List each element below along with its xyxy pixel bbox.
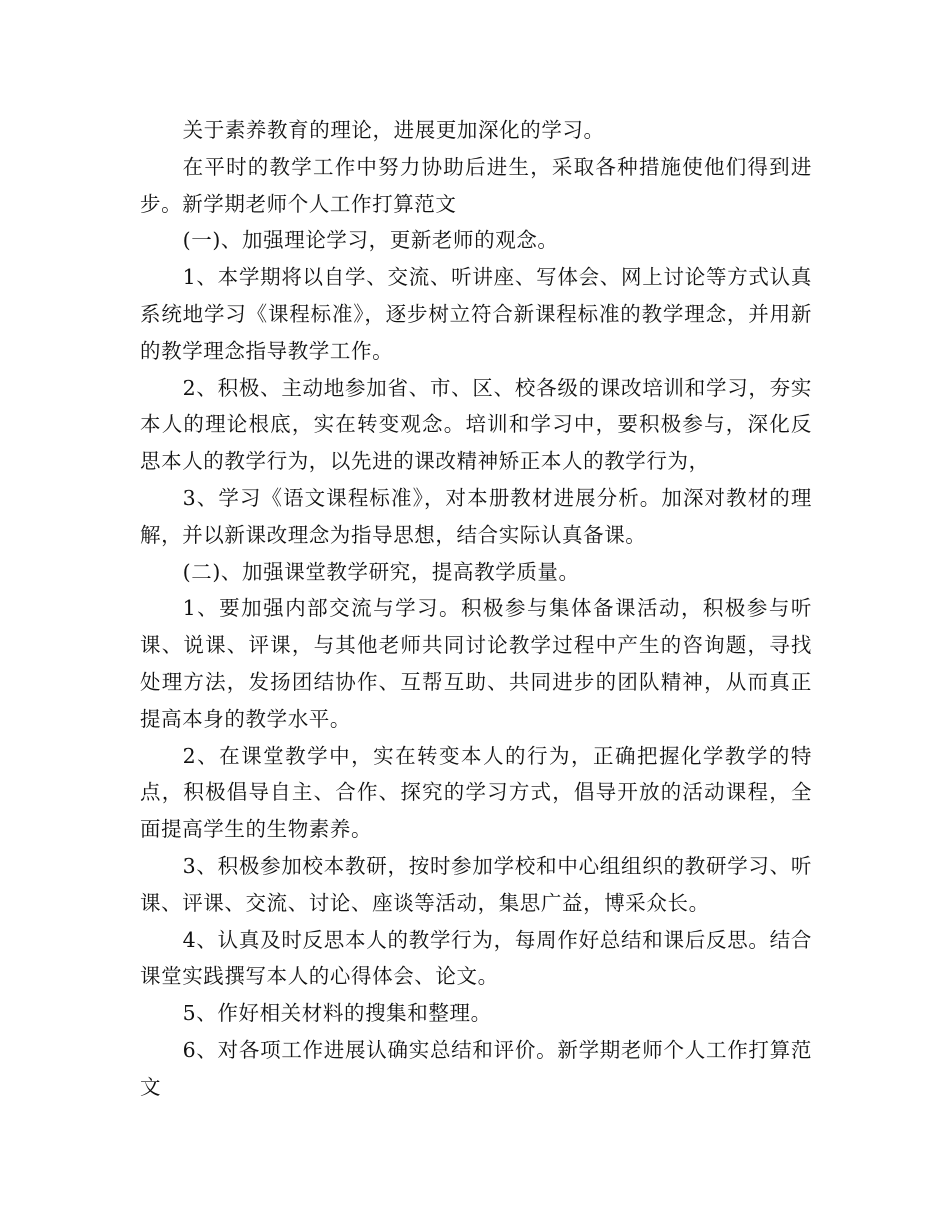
paragraph-11: 6、对各项工作进展认确实总结和评价。新学期老师个人工作打算范文 — [140, 1037, 812, 1099]
paragraph-3: 1、本学期将以自学、交流、听讲座、写体会、网上讨论等方式认真系统地学习《课程标准》，逐步树立符合新课程标准的教学理念，并用新的教学理念指导教学工作。 — [140, 265, 812, 363]
paragraph-2: 在平时的教学工作中努力协助后进生，采取各种措施使他们得到进步。新学期老师个人工作打算范文 — [140, 154, 812, 216]
paragraph-4: 2、积极、主动地参加省、市、区、校各级的课改培训和学习，夯实本人的理论根底，实在转变观念。培训和学习中，要积极参与，深化反思本人的教学行为，以先进的课改精神矫正本人的教学行为， — [140, 375, 812, 474]
paragraph-8: 3、积极参加校本教研，按时参加学校和中心组组织的教研学习、听课、评课、交流、讨论、座谈等活动，集思广益，博采众长。 — [140, 853, 812, 915]
document-body — [140, 112, 812, 1106]
section-heading-1: (一)、加强理论学习，更新老师的观念。 — [182, 228, 559, 253]
paragraph-1: 关于素养教育的理论，进展更加深化的学习。 — [182, 118, 605, 142]
paragraph-5: 3、学习《语文课程标准》，对本册教材进展分析。加深对教材的理解，并以新课改理念为指导思想，结合实际认真备课。 — [140, 485, 812, 547]
paragraph-6: 1、要加强内部交流与学习。积极参与集体备课活动，积极参与听课、说课、评课，与其他老师共同讨论教学过程中产生的咨询题，寻找处理方法，发扬团结协作、互帮互助、共同进步的团队精神，从而真正提高本身的教学水平。 — [140, 596, 812, 731]
section-heading-2: (二)、加强课堂教学研究，提高教学质量。 — [182, 559, 580, 584]
paragraph-7: 2、在课堂教学中，实在转变本人的行为，正确把握化学教学的特点，积极倡导自主、合作、探究的学习方式，倡导开放的活动课程，全面提高学生的生物素养。 — [140, 743, 812, 842]
paragraph-10: 5、作好相关材料的搜集和整理。 — [182, 1001, 492, 1026]
paragraph-9: 4、认真及时反思本人的教学行为，每周作好总结和课后反思。结合课堂实践撰写本人的心得体会、论文。 — [140, 927, 812, 989]
